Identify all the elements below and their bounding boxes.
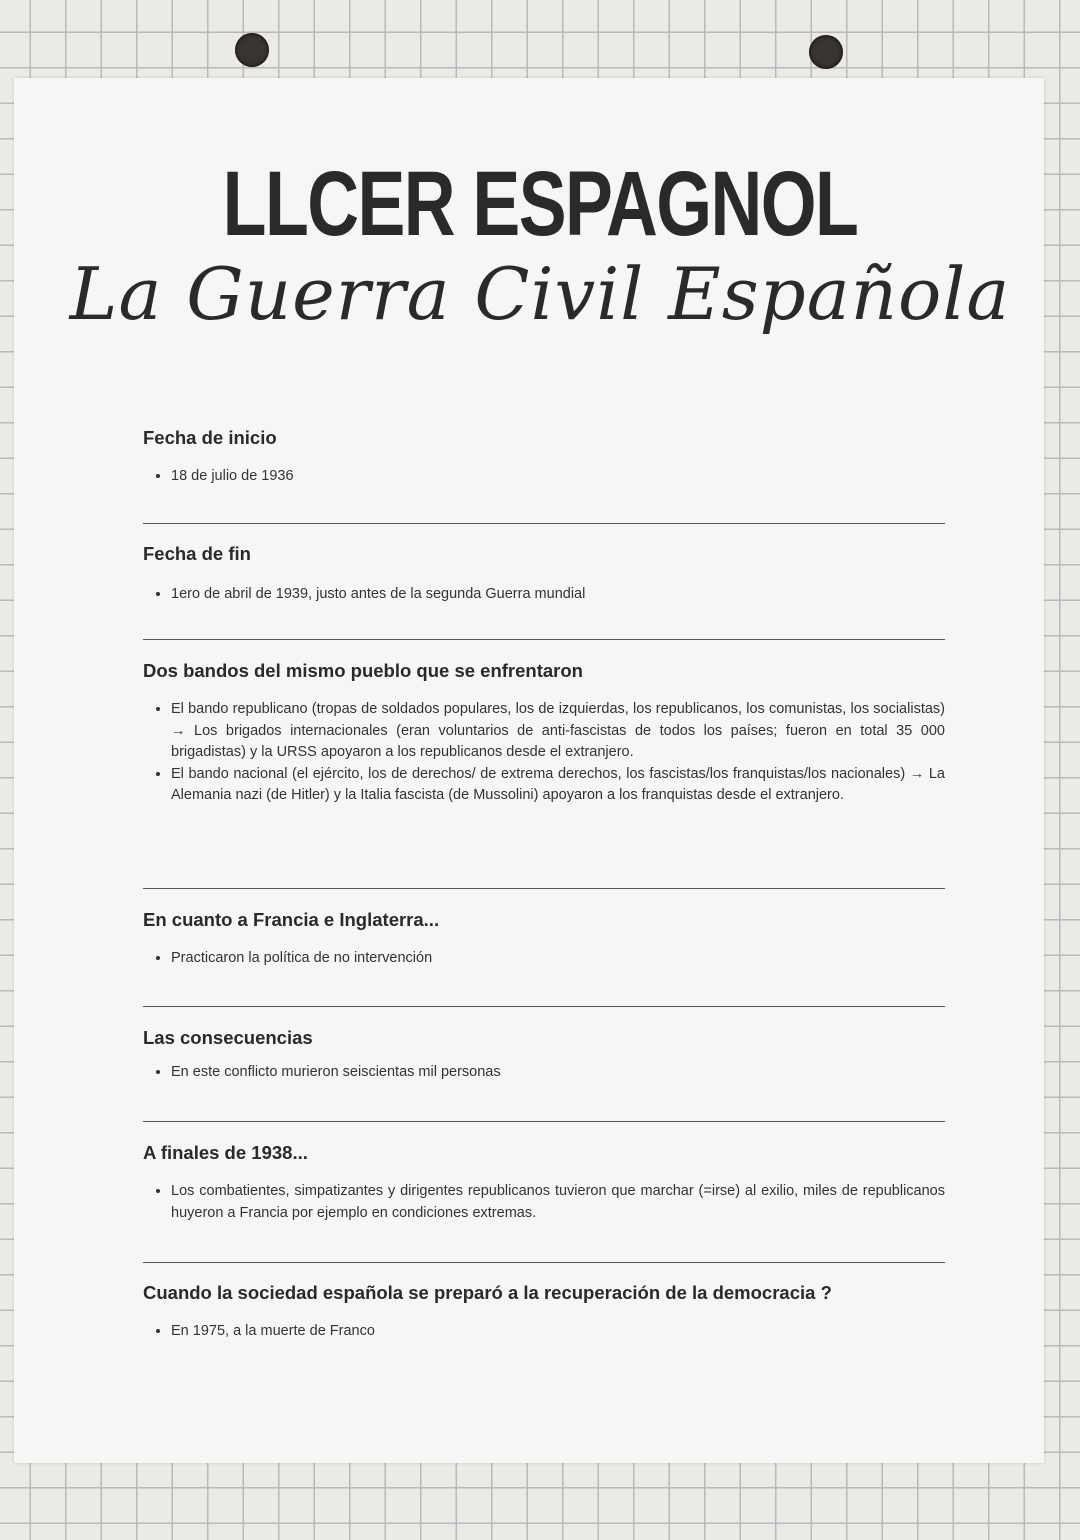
bullet-item: • El bando republicano (tropas de soldados populares, los de izquierdas, los republicanos, los comunistas, los socialistas) → Los brigados internacionales (eran voluntarios de anti-fascistas de todos los países; fueron en total 35 000 brigadistas) y la URSS apoyaron a los republicanos desde el extranjero. [171,699,945,764]
section-heading: Las consecuencias [143,1027,313,1048]
section-fecha-inicio [143,427,945,488]
section-dos-bandos [143,660,945,807]
divider [143,888,945,889]
bullet-item: • Practicaron la política de no intervención [171,948,945,970]
section-heading: Dos bandos del mismo pueblo que se enfrentaron [143,660,583,681]
section-heading: Cuando la sociedad española se preparó a la recuperación de la democracia ? [143,1282,832,1303]
page-title: LLCER ESPAGNOL [222,153,858,255]
section-francia-inglaterra [143,909,945,970]
divider [143,1121,945,1122]
bullet-item: • Los combatientes, simpatizantes y dirigentes republicanos tuvieron que marchar (=irse) al exilio, miles de republicanos huyeron a Francia por ejemplo en condiciones extremas. [171,1181,945,1224]
section-democracia [143,1282,945,1343]
bullet-item: • El bando nacional (el ejército, los de derechos/ de extrema derechos, los fascistas/los franquistas/los nacionales) → La Alemania nazi (de Hitler) y la Italia fascista (de Mussolini) apoyaron a los franquistas desde el extranjero. [171,764,945,807]
punch-hole [235,33,269,67]
bullet-item: • En 1975, a la muerte de Franco [171,1321,945,1343]
divider [143,1262,945,1263]
bullet-item: • 1ero de abril de 1939, justo antes de la segunda Guerra mundial [171,584,945,606]
section-heading: Fecha de inicio [143,427,277,448]
bullet-item: • En este conflicto murieron seiscientas mil personas [171,1062,945,1084]
page-subtitle: La Guerra Civil Española [69,252,1011,336]
section-heading: En cuanto a Francia e Inglaterra... [143,909,440,930]
punch-hole [809,35,843,69]
section-fecha-fin [143,543,945,606]
section-consecuencias [143,1027,945,1084]
divider [143,639,945,640]
section-heading: A finales de 1938... [143,1142,308,1163]
divider [143,523,945,524]
section-finales-1938 [143,1142,945,1224]
section-heading: Fecha de fin [143,543,251,564]
divider [143,1006,945,1007]
bullet-item: • 18 de julio de 1936 [171,466,945,488]
